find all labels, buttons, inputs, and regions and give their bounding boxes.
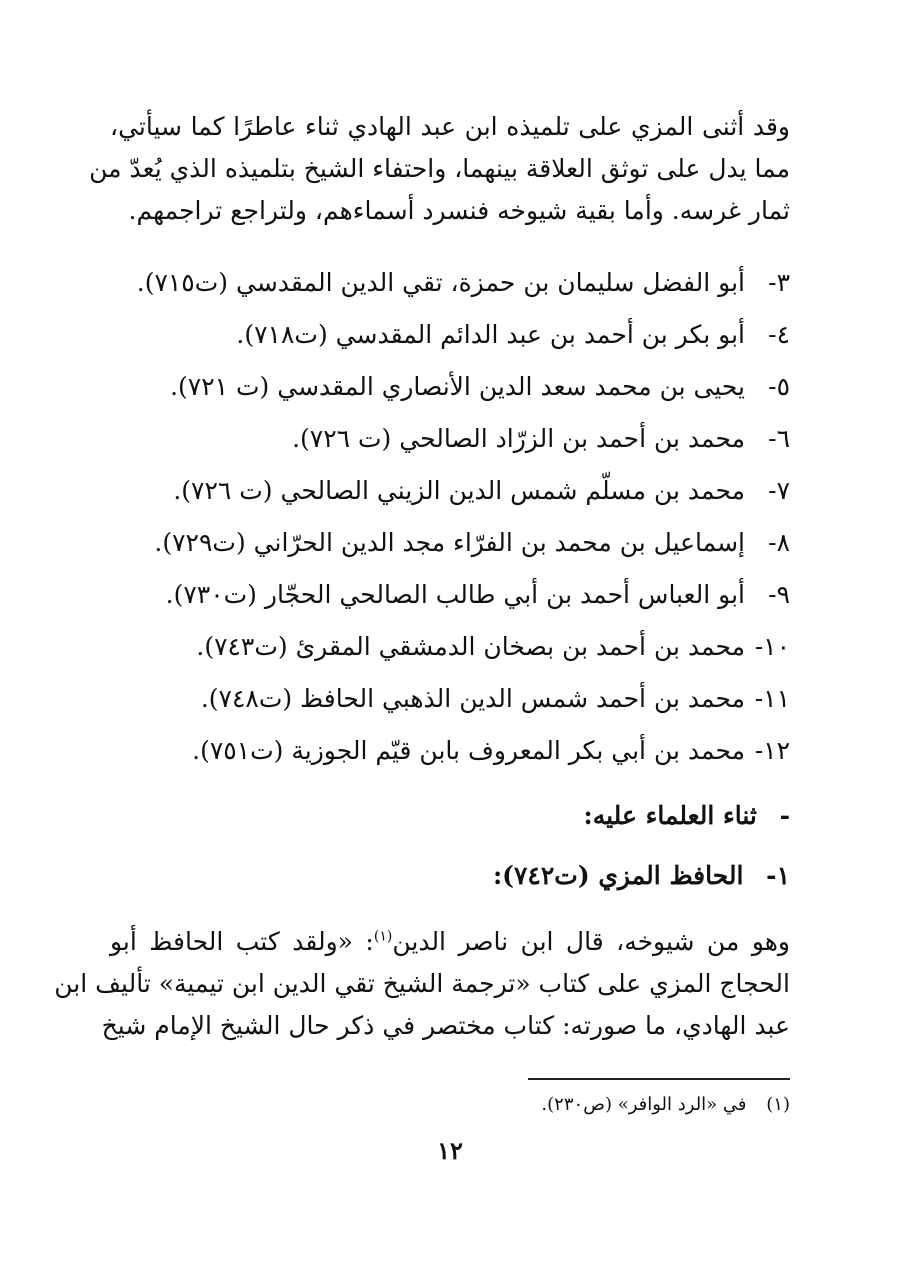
heading-dash: - bbox=[779, 801, 790, 830]
page-number: ١٢ bbox=[437, 1136, 463, 1165]
subheading-number: ١- bbox=[766, 861, 790, 890]
footnote-reference[interactable]: (١) bbox=[373, 928, 393, 945]
teacher-name: أبو الفضل سليمان بن حمزة، تقي الدين المقدسي (ت٧١٥). bbox=[136, 268, 745, 297]
intro-line: وقد أثنى المزي على تلميذه ابن عبد الهادي ثناء عاطرًا كما سيأتي، bbox=[110, 112, 790, 141]
teacher-number: ٦- bbox=[768, 424, 790, 453]
subheading bbox=[493, 856, 790, 896]
teacher-item bbox=[201, 679, 790, 719]
teacher-name: محمد بن مسلّم شمس الدين الزيني الصالحي (ت ٧٢٦). bbox=[173, 476, 745, 505]
quote-line-start: وهو من شيوخه، قال ابن ناصر الدين bbox=[392, 927, 790, 956]
teacher-number: ٥- bbox=[768, 372, 790, 401]
teacher-number: ١٢- bbox=[754, 736, 790, 765]
teacher-name: أبو بكر بن أحمد بن عبد الدائم المقدسي (ت٧١٨). bbox=[236, 320, 745, 349]
quote-line: عبد الهادي، ما صورته: كتاب مختصر في ذكر حال الشيخ الإمام شيخ bbox=[101, 1011, 790, 1040]
section-heading-text: ثناء العلماء عليه: bbox=[583, 801, 757, 830]
subheading-text: الحافظ المزي (ت٧٤٢): bbox=[492, 861, 744, 890]
teacher-name: محمد بن أحمد بن بصخان الدمشقي المقرئ (ت٧٤٣). bbox=[196, 632, 745, 661]
teacher-item bbox=[192, 731, 790, 771]
teacher-item bbox=[173, 471, 790, 511]
quote-line-end: : «ولقد كتب الحافظ أبو bbox=[110, 927, 374, 956]
teacher-item bbox=[170, 367, 790, 407]
intro-paragraph bbox=[89, 106, 790, 232]
teacher-number: ٣- bbox=[768, 268, 790, 297]
teacher-name: محمد بن أحمد شمس الدين الذهبي الحافظ (ت٧٤٨). bbox=[200, 684, 745, 713]
teacher-name: محمد بن أحمد بن الزرّاد الصالحي (ت ٧٢٦). bbox=[292, 424, 745, 453]
teacher-item bbox=[292, 419, 790, 459]
teacher-name: يحيى بن محمد سعد الدين الأنصاري المقدسي (ت ٧٢١). bbox=[170, 372, 745, 401]
teacher-name: محمد بن أبي بكر المعروف بابن قيّم الجوزية (ت٧٥١). bbox=[192, 736, 745, 765]
quote-line: الحجاج المزي على كتاب «ترجمة الشيخ تقي الدين ابن تيمية» تأليف ابن bbox=[54, 969, 790, 998]
teacher-number: ٧- bbox=[768, 476, 790, 505]
teacher-number: ٨- bbox=[768, 528, 790, 557]
teacher-item bbox=[166, 575, 790, 615]
teacher-name: إسماعيل بن محمد بن الفرّاء مجد الدين الحرّاني (ت٧٢٩). bbox=[154, 528, 745, 557]
footnote-text: في «الرد الوافر» (ص٢٣٠). bbox=[541, 1094, 747, 1115]
footnote-number: (١) bbox=[766, 1094, 790, 1115]
quote-paragraph bbox=[54, 921, 790, 1047]
teacher-number: ٩- bbox=[768, 580, 790, 609]
teacher-number: ٤- bbox=[768, 320, 790, 349]
teacher-item bbox=[137, 263, 790, 303]
teacher-name: أبو العباس أحمد بن أبي طالب الصالحي الحجّار (ت٧٣٠). bbox=[165, 580, 745, 609]
teacher-item bbox=[196, 627, 790, 667]
quote-line bbox=[110, 921, 790, 963]
teacher-number: ١٠- bbox=[754, 632, 790, 661]
intro-line: مما يدل على توثق العلاقة بينهما، واحتفاء الشيخ بتلميذه الذي يُعدّ من bbox=[89, 154, 790, 183]
teacher-number: ١١- bbox=[754, 684, 790, 713]
footnote bbox=[541, 1090, 790, 1120]
intro-line: ثمار غرسه. وأما بقية شيوخه فنسرد أسماءهم، ولتراجع تراجمهم. bbox=[128, 196, 790, 225]
teacher-item bbox=[236, 315, 790, 355]
section-heading bbox=[584, 796, 791, 836]
footnote-divider bbox=[528, 1078, 790, 1080]
teacher-item bbox=[154, 523, 790, 563]
